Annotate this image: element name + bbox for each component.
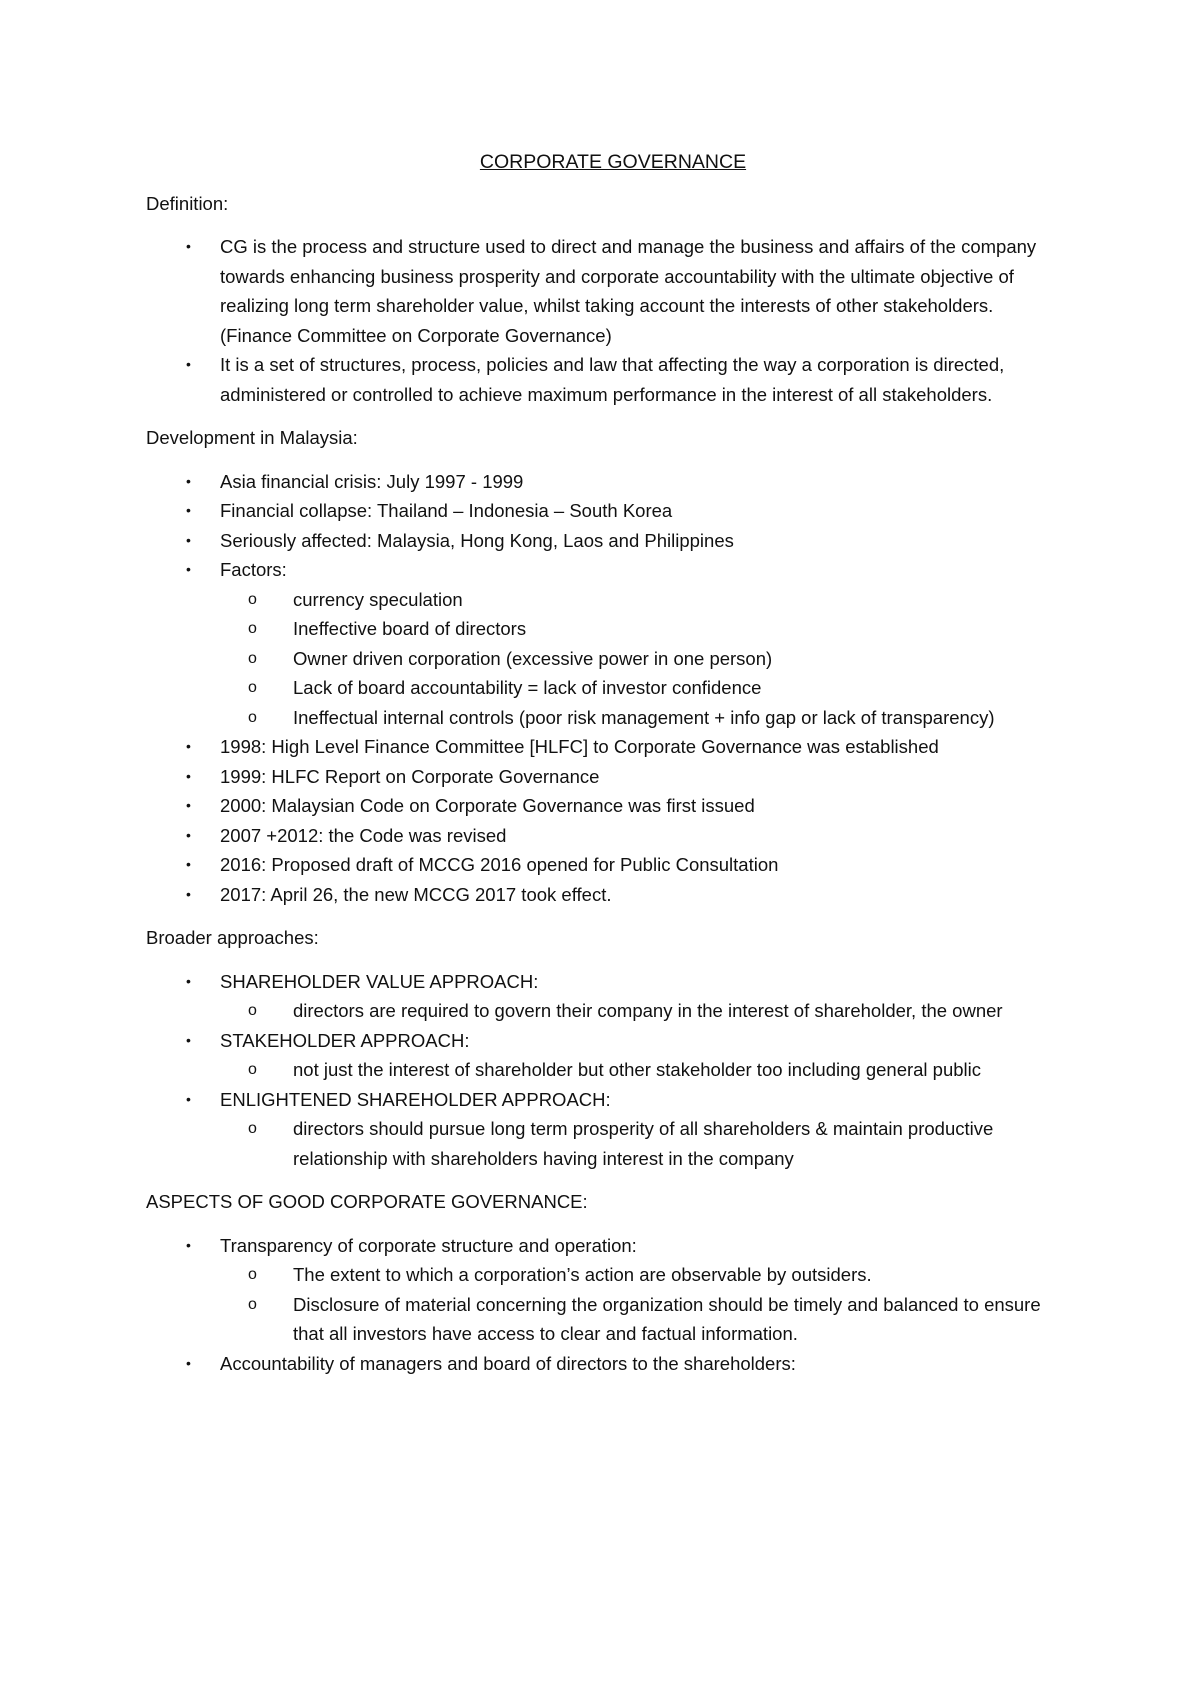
bullet-icon: • <box>186 885 191 902</box>
list-item <box>146 526 1066 556</box>
document-body <box>146 189 1066 1379</box>
list-item-text: ENLIGHTENED SHAREHOLDER APPROACH: <box>220 1088 611 1110</box>
list-item-text: CG is the process and structure used to direct and manage the business and affairs of the company towards enhancing business prosperity and corporate accountability with the ultimate objective of realizing long term shareholder value, whilst taking account the interests of other stakeholders. (Finance Committee on Corporate Governance) <box>220 236 1037 346</box>
sub-list-item <box>220 1114 1066 1173</box>
bullet-icon: • <box>186 1090 191 1107</box>
sub-bullet-icon: o <box>248 1266 257 1283</box>
bullet-icon: • <box>186 531 191 548</box>
sub-bullet-icon: o <box>248 1295 257 1313</box>
sub-list-item-text: Disclosure of material concerning the organization should be timely and balanced to ensure that all investors have access to clear and factual information. <box>293 1293 1041 1344</box>
bullet-icon: • <box>186 797 191 813</box>
list-item <box>146 350 1066 409</box>
bullet-icon: • <box>186 356 191 372</box>
sub-list-item-text: not just the interest of shareholder but other stakeholder too including general public <box>293 1059 982 1080</box>
sub-list-item-text: Owner driven corporation (excessive power in one person) <box>293 647 773 669</box>
list-item <box>146 555 1066 732</box>
bullet-icon: • <box>186 1031 191 1048</box>
sub-list-item <box>220 644 1066 674</box>
sub-list-item-text: Lack of board accountability = lack of investor confidence <box>293 677 762 698</box>
list-item <box>146 1026 1066 1085</box>
sub-list-item-text: currency speculation <box>293 588 463 610</box>
sub-list-item-text: Ineffectual internal controls (poor risk management + info gap or lack of transparency) <box>293 706 995 728</box>
section-heading: Development in Malaysia: <box>146 427 358 448</box>
bullet-icon: • <box>186 767 191 784</box>
bullet-icon: • <box>186 738 191 754</box>
bullet-icon: • <box>186 1236 191 1253</box>
list-item-text: STAKEHOLDER APPROACH: <box>220 1029 470 1051</box>
list-item-text: 2007 +2012: the Code was revised <box>220 824 507 846</box>
document-page <box>146 148 1066 1392</box>
list-item <box>146 232 1066 350</box>
sub-list-item <box>220 1260 1066 1290</box>
sub-list-item-text: directors are required to govern their company in the interest of shareholder, the owner <box>293 1000 1003 1021</box>
section-heading: Definition: <box>146 192 229 214</box>
sub-bullet-list <box>220 996 1066 1026</box>
list-item <box>146 967 1066 1026</box>
sub-bullet-icon: o <box>248 708 257 726</box>
sub-bullet-icon: o <box>248 649 257 667</box>
list-item-text: It is a set of structures, process, policies and law that affecting the way a corporation is directed, administered or controlled to achieve maximum performance in the interest of all stakeholders. <box>220 354 1005 405</box>
sub-list-item-text: Ineffective board of directors <box>293 618 527 639</box>
list-item <box>146 467 1066 497</box>
list-item-text: 2017: April 26, the new MCCG 2017 took effect. <box>220 883 612 905</box>
bullet-list <box>146 1231 1066 1379</box>
sub-bullet-icon: o <box>248 620 257 637</box>
sub-list-item-text: directors should pursue long term prosperity of all shareholders & maintain productive relationship with shareholders having interest in the company <box>293 1118 994 1169</box>
list-item <box>146 880 1066 910</box>
sub-bullet-list <box>220 585 1066 733</box>
sub-list-item <box>220 1055 1066 1085</box>
list-item <box>146 762 1066 792</box>
sub-bullet-icon: o <box>248 1002 257 1019</box>
list-item-text: 2000: Malaysian Code on Corporate Governance was first issued <box>220 795 755 816</box>
list-item-text: Asia financial crisis: July 1997 - 1999 <box>220 470 524 492</box>
list-item-text: 1999: HLFC Report on Corporate Governance <box>220 765 600 787</box>
list-item-text: SHAREHOLDER VALUE APPROACH: <box>220 970 539 992</box>
document-title: CORPORATE GOVERNANCE <box>479 151 747 173</box>
sub-list-item <box>220 673 1066 703</box>
list-item <box>146 1085 1066 1174</box>
sub-bullet-icon: o <box>248 1120 257 1137</box>
section-heading: Broader approaches: <box>146 927 319 948</box>
sub-bullet-list <box>220 1055 1066 1085</box>
bullet-icon: • <box>186 561 191 577</box>
sub-list-item <box>220 1290 1066 1349</box>
bullet-icon: • <box>186 826 191 843</box>
list-item-text: 2016: Proposed draft of MCCG 2016 opened for Public Consultation <box>220 854 779 875</box>
sub-bullet-icon: o <box>248 590 257 608</box>
sub-list-item <box>220 703 1066 733</box>
bullet-icon: • <box>186 238 191 254</box>
list-item-text: Accountability of managers and board of directors to the shareholders: <box>220 1352 796 1374</box>
list-item-text: Transparency of corporate structure and operation: <box>220 1234 637 1256</box>
sub-bullet-list <box>220 1260 1066 1349</box>
sub-list-item <box>220 585 1066 615</box>
bullet-icon: • <box>186 472 191 489</box>
sub-bullet-icon: o <box>248 1061 257 1078</box>
list-item <box>146 850 1066 880</box>
bullet-list <box>146 467 1066 910</box>
section-heading: ASPECTS OF GOOD CORPORATE GOVERNANCE: <box>146 1191 588 1212</box>
sub-list-item <box>220 996 1066 1026</box>
list-item-text: Seriously affected: Malaysia, Hong Kong, Laos and Philippines <box>220 529 734 551</box>
list-item <box>146 1231 1066 1349</box>
list-item <box>146 496 1066 526</box>
sub-bullet-icon: o <box>248 679 257 696</box>
list-item <box>146 1349 1066 1379</box>
list-item-text: 1998: High Level Finance Committee [HLFC] to Corporate Governance was established <box>220 736 939 757</box>
list-item-text: Factors: <box>220 559 287 580</box>
bullet-icon: • <box>186 502 191 518</box>
sub-list-item-text: The extent to which a corporation’s action are observable by outsiders. <box>293 1264 872 1285</box>
list-item <box>146 821 1066 851</box>
list-item <box>146 732 1066 762</box>
sub-bullet-list <box>220 1114 1066 1173</box>
list-item <box>146 791 1066 821</box>
bullet-list <box>146 232 1066 409</box>
sub-list-item <box>220 614 1066 644</box>
list-item-text: Financial collapse: Thailand – Indonesia – South Korea <box>220 500 673 521</box>
bullet-icon: • <box>186 856 191 872</box>
bullet-list <box>146 967 1066 1174</box>
bullet-icon: • <box>186 972 191 989</box>
bullet-icon: • <box>186 1354 191 1371</box>
